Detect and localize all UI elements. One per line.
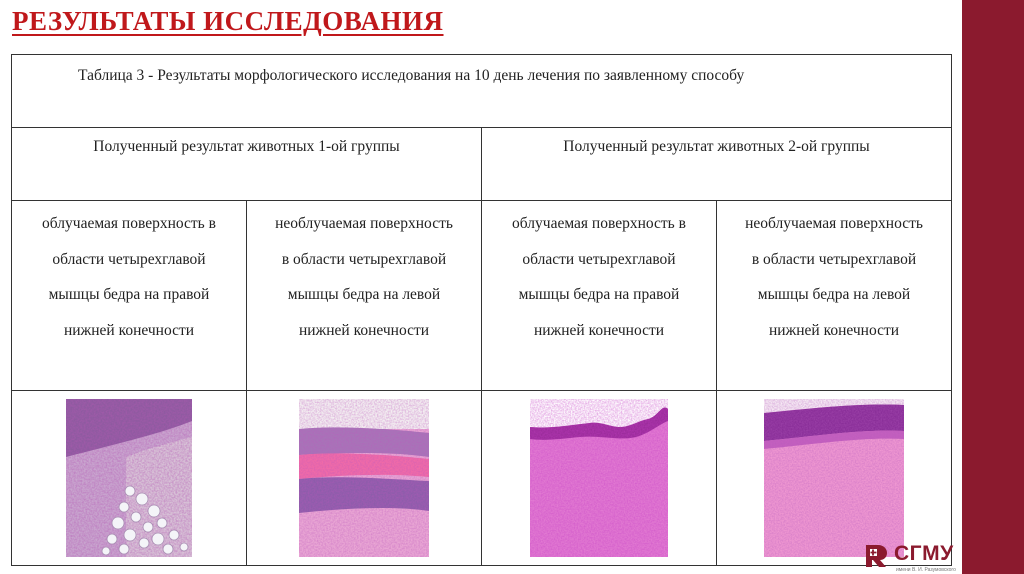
accent-sidebar [962,0,1024,574]
group-1-header: Полученный результат животных 1-ой группы [12,128,482,201]
logo-emblem-icon [862,543,890,569]
description-line: в области четырехглавой [751,250,917,268]
description-line: облучаемая поверхность в [42,215,216,232]
histology-micrograph-2 [299,399,429,557]
description-line: нижней конечности [768,321,900,339]
description-line: нижней конечности [533,321,665,339]
description-line: мышцы бедра на правой [48,286,210,303]
column-description-3 [482,201,717,391]
results-table [11,54,952,566]
table-caption: Таблица 3 - Результаты морфологического исследования на 10 день лечения по заявленному способу [12,55,952,128]
page-title: РЕЗУЛЬТАТЫ ИССЛЕДОВАНИЯ [12,6,444,36]
histology-micrograph-1 [66,399,192,557]
image-cell-3 [482,391,717,566]
group-2-header: Полученный результат животных 2-ой группы [482,128,952,201]
column-description-4 [717,201,952,391]
description-line: области четырехглавой [52,250,206,268]
image-cell-2 [247,391,482,566]
logo-text: СГМУ [894,542,954,565]
histology-micrograph-3 [530,399,668,557]
description-line: облучаемая поверхность в [512,215,686,232]
description-line: области четырехглавой [522,250,676,268]
description-line: необлучаемая поверхность [275,215,453,232]
description-line: в области четырехглавой [281,250,447,268]
column-description-1 [12,201,247,391]
description-line: нижней конечности [63,321,195,339]
histology-micrograph-4 [764,399,904,557]
sgmu-logo [862,540,962,574]
description-line: мышцы бедра на левой [287,286,441,303]
image-cell-1 [12,391,247,566]
logo-subtext: имени В. И. Разумовского [896,567,956,573]
description-line: мышцы бедра на левой [757,286,911,303]
description-line: необлучаемая поверхность [745,215,923,232]
description-line: нижней конечности [298,321,430,339]
column-description-2 [247,201,482,391]
description-line: мышцы бедра на правой [518,286,680,303]
